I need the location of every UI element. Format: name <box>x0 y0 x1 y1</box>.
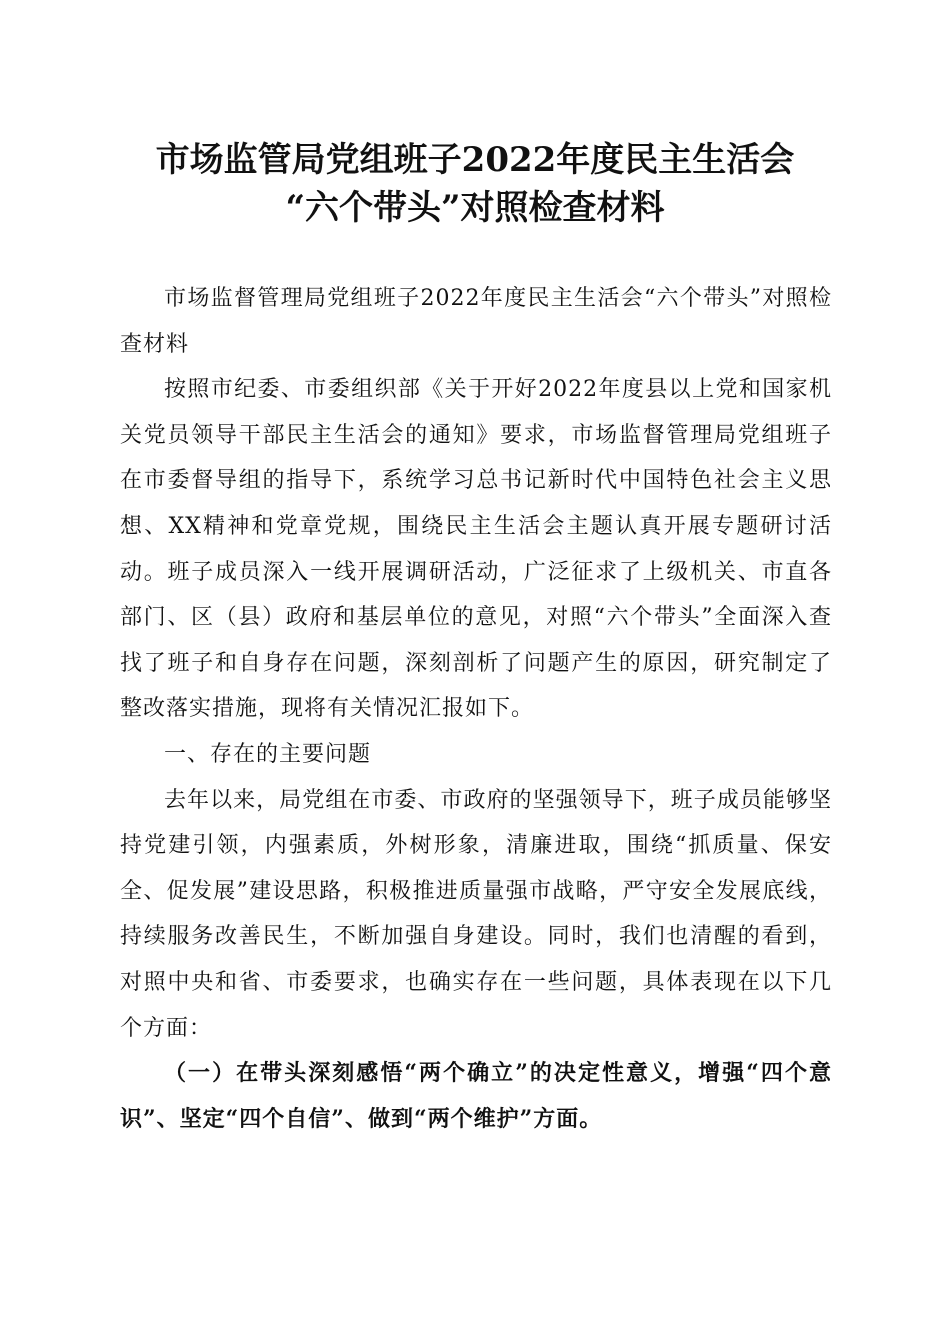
intro-paragraph: 市场监督管理局党组班子2022年度民主生活会“六个带头”对照检查材料 <box>120 286 832 357</box>
subsection-heading-1: （一）在带头深刻感悟“两个确立”的决定性意义，增强“四个意识”、坚定“四个自信”、做到“两个维护”方面。 <box>120 1060 832 1132</box>
background-paragraph: 按照市纪委、市委组织部《关于开好2022年度县以上党和国家机关党员领导干部民主生活会的通知》要求，市场监督管理局党组班子在市委督导组的指导下，系统学习总书记新时代中国特色社会主义思想、XX精神和党章党规，围绕民主生活会主题认真开展专题研讨活动。班子成员深入一线开展调研活动，广泛征求了上级机关、市直各部门、区（县）政府和基层单位的意见，对照“六个带头”全面深入查找了班子和自身存在问题，深刻剖析了问题产生的原因，研究制定了整改落实措施，现将有关情况汇报如下。 <box>120 377 832 722</box>
section-paragraph: 去年以来，局党组在市委、市政府的坚强领导下，班子成员能够坚持党建引领，内强素质，外树形象，清廉进取，围绕“抓质量、保安全、促发展”建设思路，积极推进质量强市战略，严守安全发展底线，持续服务改善民生，不断加强自身建设。同时，我们也清醒的看到，对照中央和省、市委要求，也确实存在一些问题，具体表现在以下几个方面： <box>120 787 832 1041</box>
section-heading-main-problems: 一、存在的主要问题 <box>164 741 372 767</box>
title-line-1: 市场监管局党组班子2022年度民主生活会 <box>155 140 795 180</box>
document-title <box>80 136 870 232</box>
title-line-2: “六个带头”对照检查材料 <box>285 188 665 228</box>
document-body <box>120 276 832 1142</box>
